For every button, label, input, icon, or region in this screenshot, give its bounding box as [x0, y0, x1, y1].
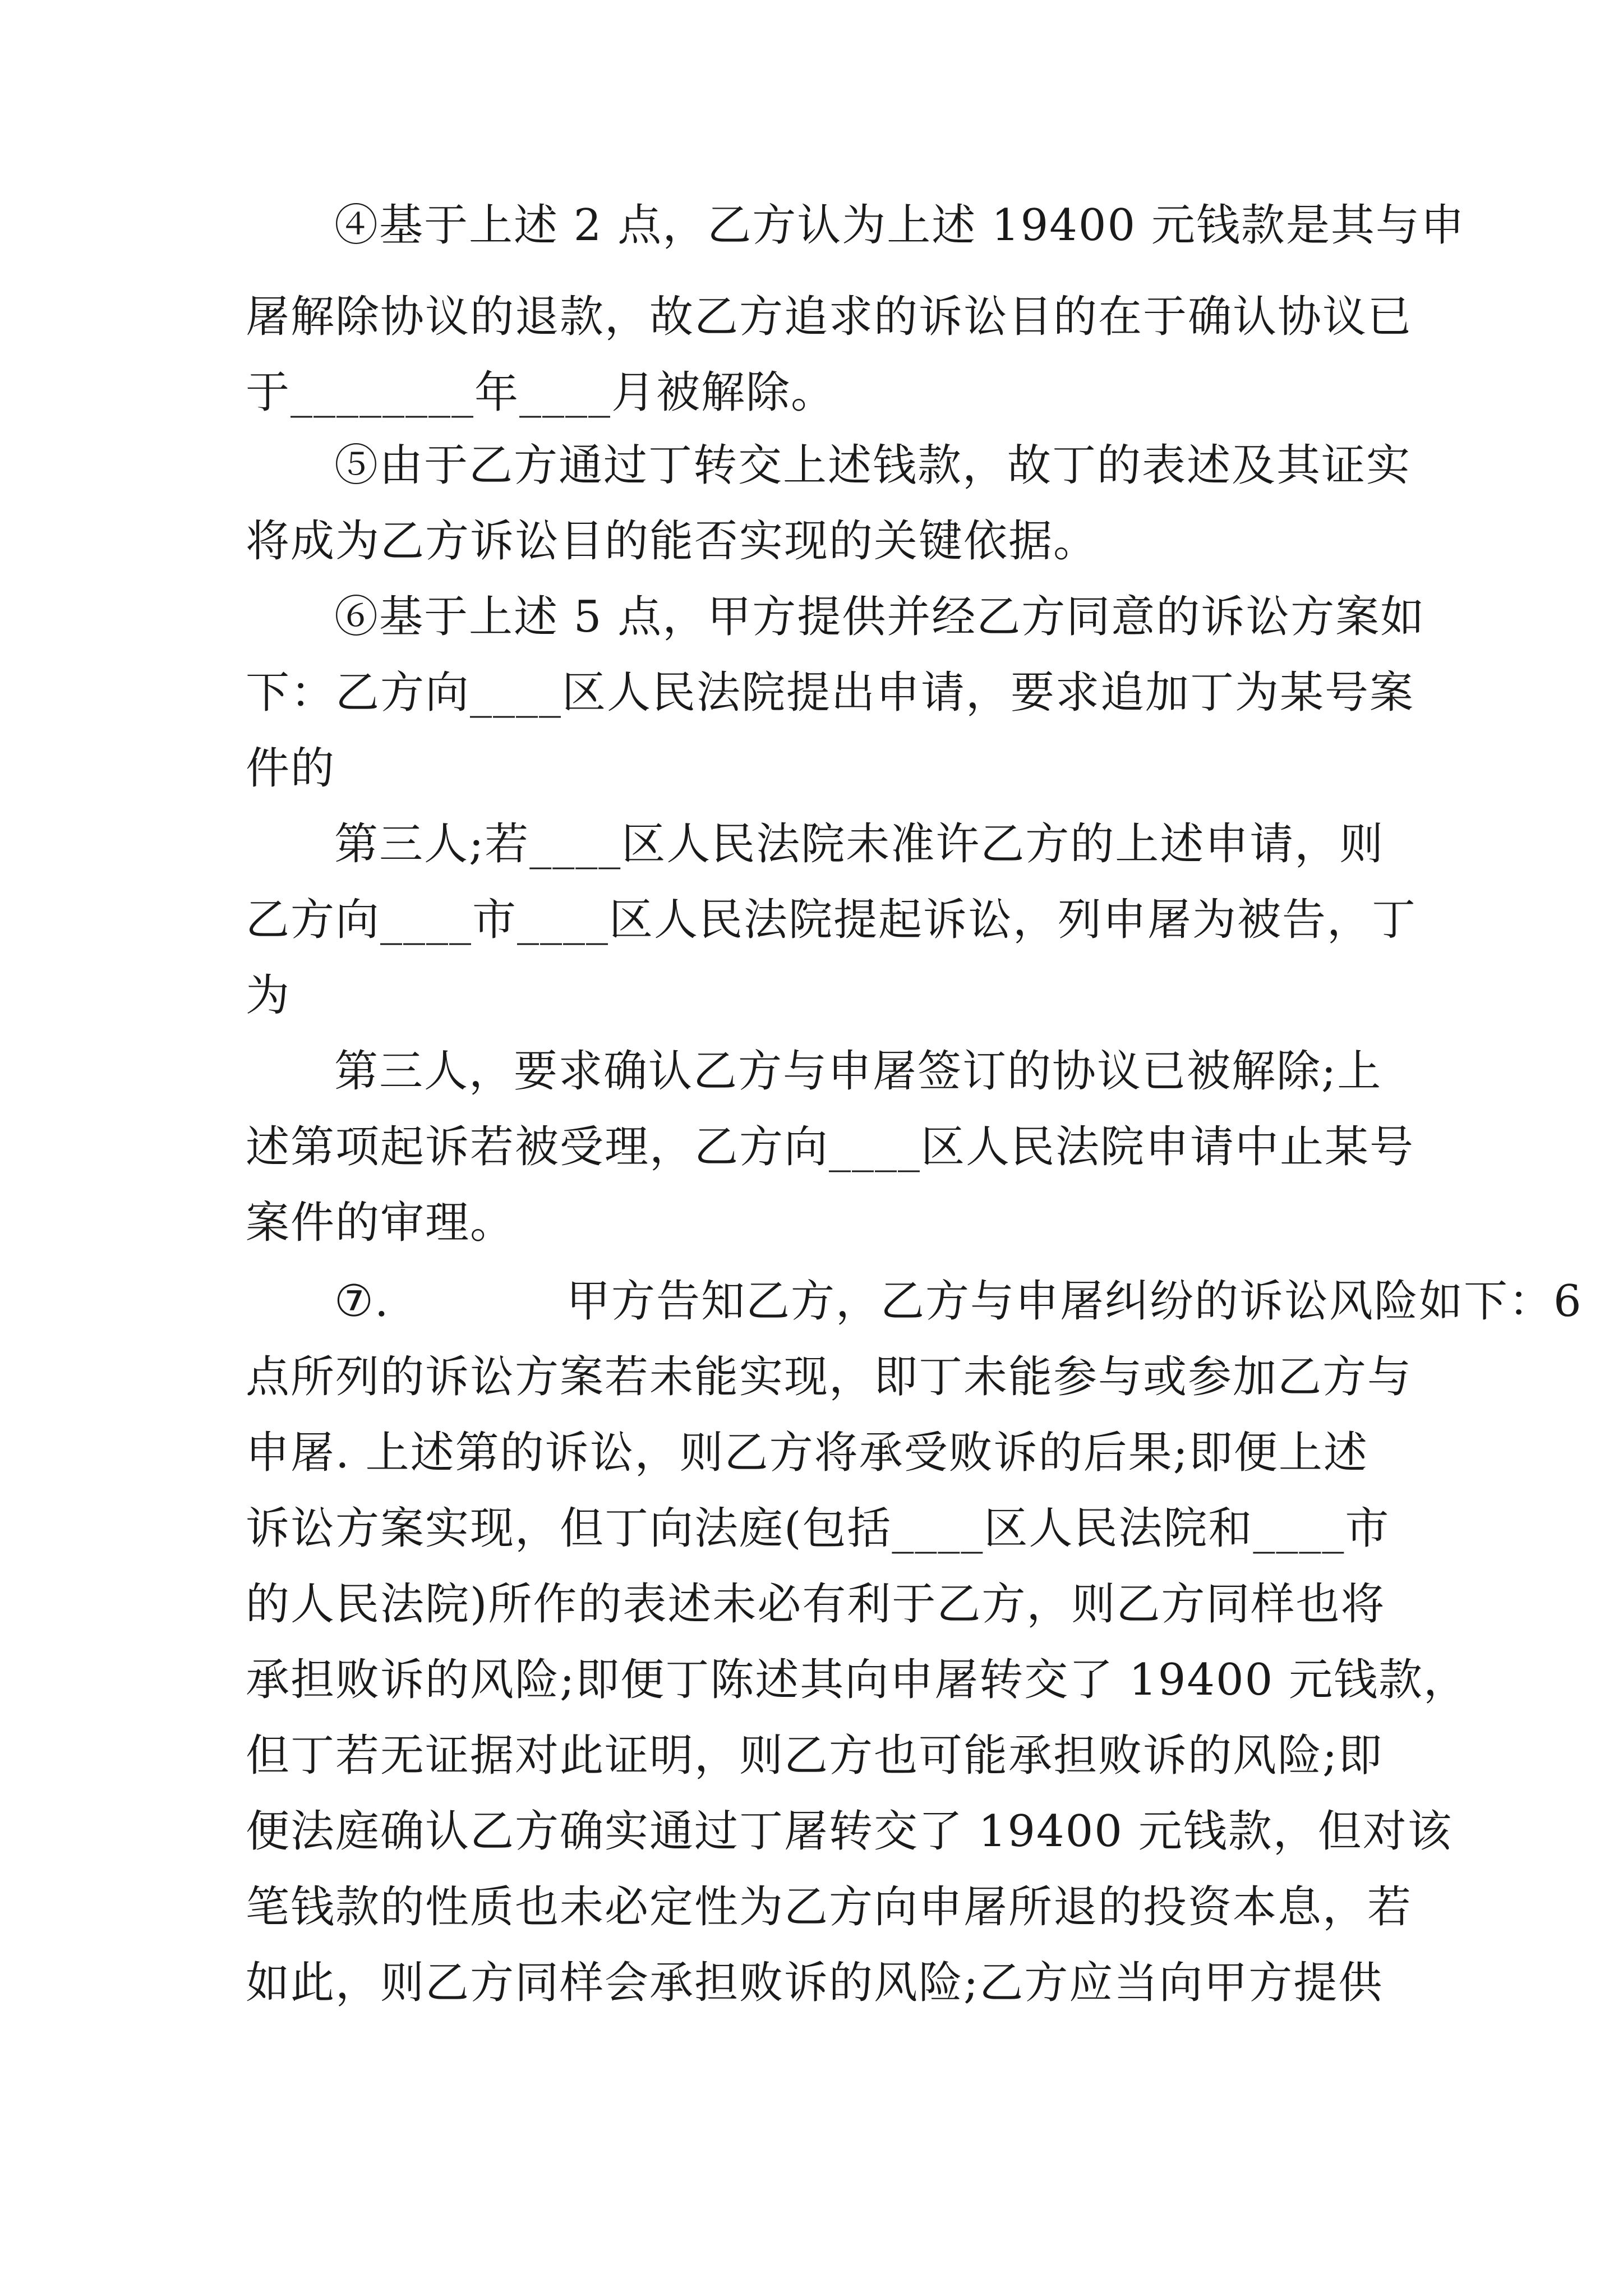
paragraph-7-line-5: 的人民法院)所作的表述未必有利于乙方，则乙方同样也将	[246, 1579, 1386, 1630]
paragraph-6b-line-2: 乙方向____市____区人民法院提起诉讼，列申屠为被告，丁	[246, 895, 1417, 945]
paragraph-5-line-2: 将成为乙方诉讼目的能否实现的关键依据。	[246, 516, 1099, 567]
paragraph-4-line-3: 于________年____月被解除。	[246, 367, 836, 418]
paragraph-7-line-10: 如此，则乙方同样会承担败诉的风险;乙方应当向甲方提供	[246, 1958, 1384, 2008]
paragraph-6c-line-1: 第三人，要求确认乙方与申屠签订的协议已被解除;上	[334, 1046, 1382, 1097]
paragraph-5-line-1: ⑤由于乙方通过丁转交上述钱款，故丁的表述及其证实	[334, 440, 1412, 491]
paragraph-6b-line-3: 为	[246, 970, 291, 1021]
paragraph-7-line-3: 申屠. 上述第的诉讼，则乙方将承受败诉的后果;即便上述	[246, 1428, 1368, 1478]
paragraph-7-line-1: 甲方告知乙方，乙方与申屠纠纷的诉讼风险如下：6	[566, 1276, 1583, 1327]
paragraph-7-line-2: 点所列的诉讼方案若未能实现，即丁未能参与或参加乙方与	[246, 1352, 1413, 1402]
paragraph-6-line-1: ⑥基于上述 5 点，甲方提供并经乙方同意的诉讼方案如	[334, 592, 1426, 642]
paragraph-7-line-6: 承担败诉的风险;即便丁陈述其向申屠转交了 19400 元钱款，	[246, 1655, 1468, 1705]
paragraph-4-line-2: 屠解除协议的退款，故乙方追求的诉讼目的在于确认协议已	[246, 292, 1413, 342]
paragraph-7-line-8: 便法庭确认乙方确实通过丁屠转交了 19400 元钱款，但对该	[246, 1806, 1453, 1857]
paragraph-7-line-4: 诉讼方案实现，但丁向法庭(包括____区人民法院和____市	[246, 1503, 1390, 1554]
paragraph-7-line-7: 但丁若无证据对此证明，则乙方也可能承担败诉的风险;即	[246, 1731, 1384, 1781]
paragraph-6b-line-1: 第三人;若____区人民法院未准许乙方的上述申请，则	[334, 819, 1385, 869]
paragraph-6c-line-3: 案件的审理。	[246, 1198, 515, 1248]
paragraph-6c-line-2: 述第项起诉若被受理，乙方向____区人民法院申请中止某号	[246, 1122, 1415, 1172]
paragraph-6-line-3: 件的	[246, 743, 336, 794]
paragraph-7-line-9: 笔钱款的性质也未必定性为乙方向申屠所退的投资本息，若	[246, 1882, 1413, 1932]
paragraph-4-line-1: ④基于上述 2 点，乙方认为上述 19400 元钱款是其与申	[334, 200, 1465, 251]
paragraph-7-marker: ⑦.	[334, 1276, 390, 1327]
paragraph-6-line-2: 下：乙方向____区人民法院提出申请，要求追加丁为某号案	[246, 668, 1415, 718]
